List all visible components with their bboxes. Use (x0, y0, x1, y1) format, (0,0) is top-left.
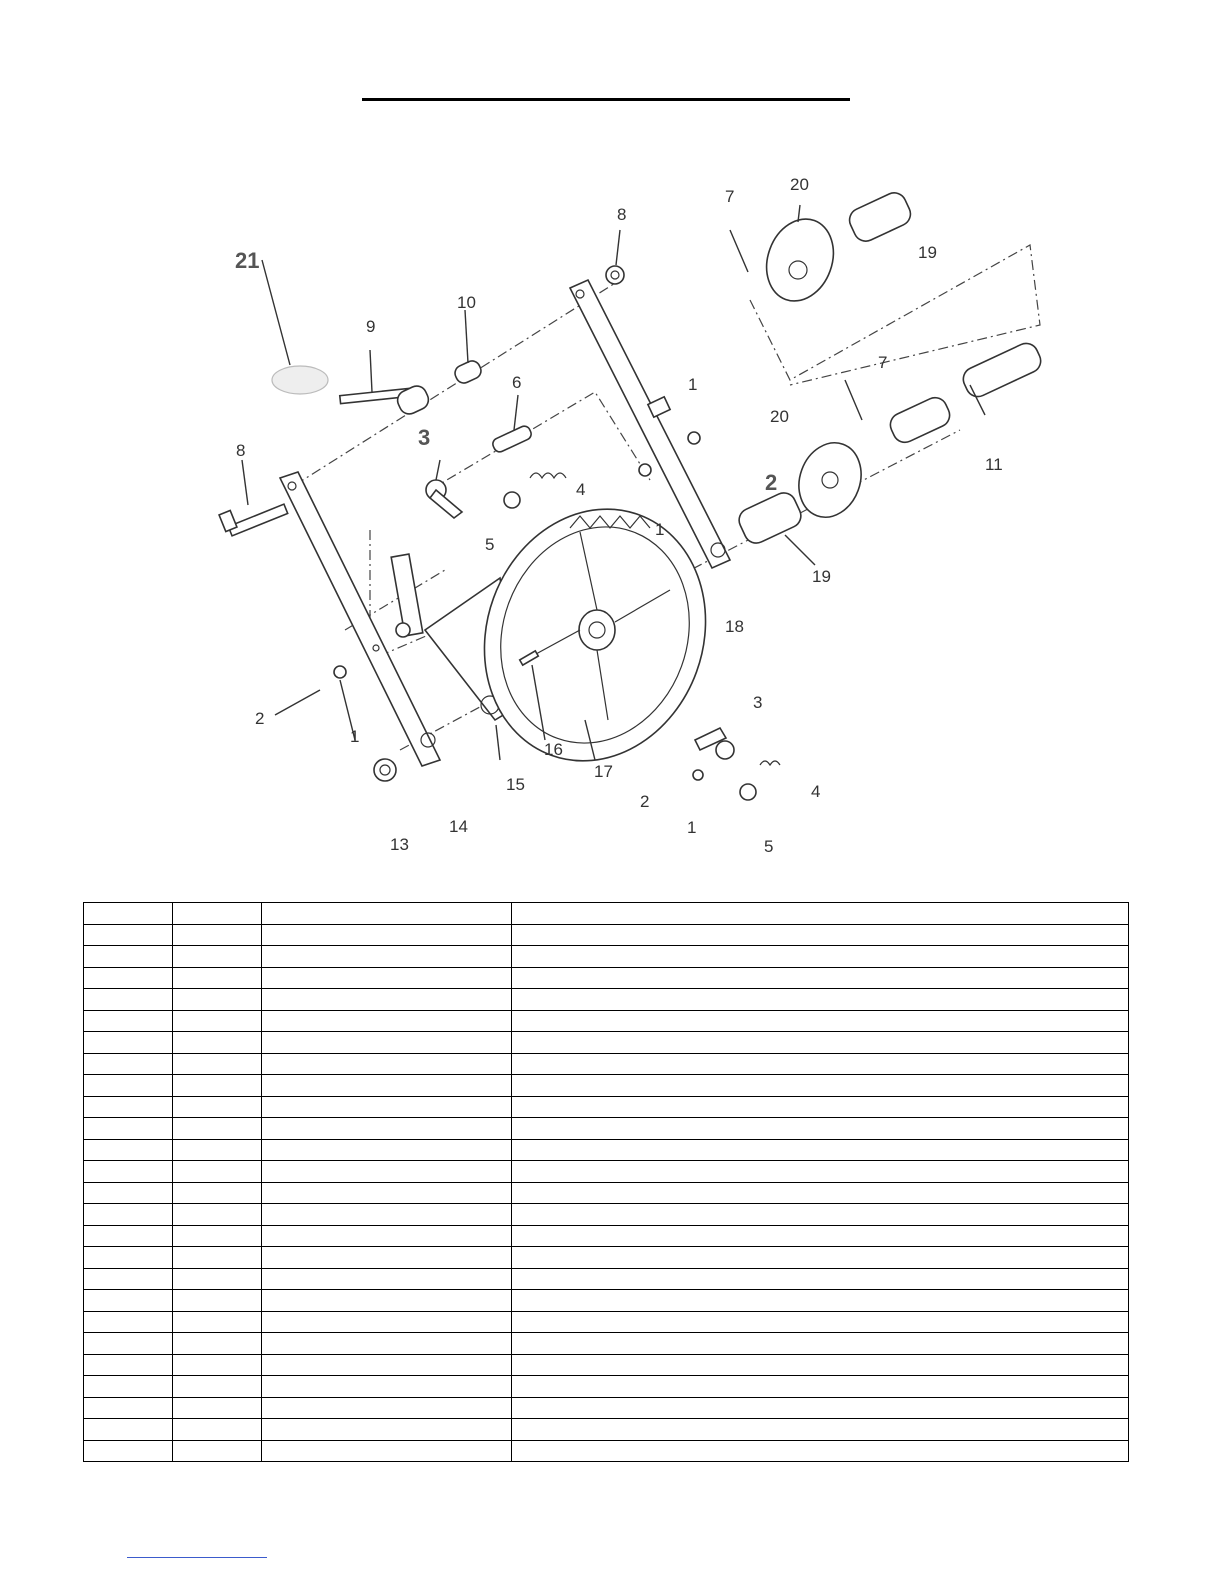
table-cell (512, 989, 1129, 1011)
table-row (84, 1268, 1129, 1290)
callout-label: 2 (640, 792, 650, 811)
leader-line (514, 395, 518, 430)
table-cell (173, 1225, 262, 1247)
leader-line (436, 460, 440, 480)
table-cell (262, 946, 512, 968)
table-cell (173, 1075, 262, 1097)
table-cell (262, 1311, 512, 1333)
table-row (84, 1096, 1129, 1118)
callout-label: 16 (544, 740, 563, 759)
table-row (84, 1225, 1129, 1247)
table-row (84, 1397, 1129, 1419)
clip-part (639, 464, 651, 476)
table-cell (262, 1440, 512, 1462)
table-cell (262, 1247, 512, 1269)
parts-diagram-svg (200, 160, 1060, 860)
table-cell (173, 1096, 262, 1118)
table-cell (173, 1247, 262, 1269)
table-cell (262, 1139, 512, 1161)
sleeve-19-part (735, 489, 805, 547)
table-cell (262, 1290, 512, 1312)
table-cell (84, 1376, 173, 1398)
table-cell (84, 1139, 173, 1161)
leader-line (242, 460, 248, 505)
pin-part (491, 424, 533, 454)
table-cell (262, 1096, 512, 1118)
table-cell (84, 1311, 173, 1333)
table-cell (173, 1354, 262, 1376)
callout-label: 6 (512, 373, 522, 392)
table-cell (262, 1397, 512, 1419)
table-cell (173, 989, 262, 1011)
table-cell (262, 903, 512, 925)
callout-label: 20 (790, 175, 809, 194)
table-cell (173, 1010, 262, 1032)
table-cell (173, 1376, 262, 1398)
bolt-part (228, 504, 287, 536)
table-cell (512, 1440, 1129, 1462)
table-cell (84, 967, 173, 989)
table-cell (262, 1204, 512, 1226)
table-cell (173, 1139, 262, 1161)
table-cell (84, 1204, 173, 1226)
table-cell (262, 1161, 512, 1183)
washer-lower-part (740, 784, 756, 800)
wheel-hub (579, 610, 615, 650)
table-cell (262, 967, 512, 989)
table-cell (262, 1182, 512, 1204)
table-cell (512, 1204, 1129, 1226)
table-row (84, 1161, 1129, 1183)
table-cell (512, 1397, 1129, 1419)
clip-lower-part (693, 770, 703, 780)
pin-7-part (845, 380, 862, 420)
table-row (84, 1139, 1129, 1161)
callout-label: 14 (449, 817, 468, 836)
callout-label: 5 (764, 837, 774, 856)
table-row (84, 1333, 1129, 1355)
table-row (84, 989, 1129, 1011)
exploded-parts-diagram (200, 160, 1060, 860)
table-row (84, 1311, 1129, 1333)
callout-label: 7 (878, 353, 888, 372)
clip-left-part (334, 666, 346, 678)
table-row (84, 1376, 1129, 1398)
cam-lever-arm (430, 490, 462, 518)
parts-list-body (84, 903, 1129, 1462)
table-cell (173, 1333, 262, 1355)
table-cell (84, 1397, 173, 1419)
pin-7-part (730, 230, 748, 272)
table-cell (512, 1182, 1129, 1204)
table-cell (262, 1032, 512, 1054)
table-cell (512, 1118, 1129, 1140)
table-cell (84, 1053, 173, 1075)
table-cell (84, 1010, 173, 1032)
table-cell (512, 1376, 1129, 1398)
table-cell (173, 903, 262, 925)
table-row (84, 1053, 1129, 1075)
table-cell (512, 903, 1129, 925)
callout-label: 11 (985, 455, 1003, 474)
table-row (84, 1440, 1129, 1462)
table-cell (262, 1354, 512, 1376)
callout-label: 3 (418, 425, 431, 450)
table-cell (262, 1376, 512, 1398)
table-cell (262, 1419, 512, 1441)
callout-label: 4 (811, 782, 821, 801)
leader-line (616, 230, 620, 265)
table-cell (173, 924, 262, 946)
table-cell (84, 903, 173, 925)
leader-line (262, 260, 290, 365)
callout-label: 8 (236, 441, 246, 460)
table-cell (512, 1053, 1129, 1075)
table-cell (173, 1032, 262, 1054)
callout-label: 18 (725, 617, 744, 636)
table-row (84, 1419, 1129, 1441)
table-cell (262, 1010, 512, 1032)
title-rule (362, 98, 850, 101)
callout-label: 21 (235, 248, 260, 273)
table-row (84, 1290, 1129, 1312)
cam-20-upper-part (756, 210, 845, 311)
callout-label: 4 (576, 480, 586, 499)
washer-part (504, 492, 520, 508)
table-cell (173, 1182, 262, 1204)
table-cell (173, 946, 262, 968)
table-cell (84, 1096, 173, 1118)
callout-label: 19 (918, 243, 937, 262)
table-cell (173, 1419, 262, 1441)
table-cell (84, 1268, 173, 1290)
callout-label: 3 (753, 693, 763, 712)
callout-label: 1 (687, 818, 697, 837)
table-row (84, 1032, 1129, 1054)
sleeve-19-upper-part (846, 189, 915, 245)
table-cell (84, 1182, 173, 1204)
table-cell (262, 1053, 512, 1075)
table-row (84, 924, 1129, 946)
table-cell (262, 1268, 512, 1290)
callout-label: 1 (688, 375, 698, 394)
table-cell (173, 1118, 262, 1140)
cam-lever-lower-hub (716, 741, 734, 759)
callout-label: 19 (812, 567, 831, 586)
table-row (84, 1182, 1129, 1204)
leader-line (465, 310, 468, 363)
table-cell (512, 1268, 1129, 1290)
callout-label: 5 (485, 535, 495, 554)
table-cell (512, 1419, 1129, 1441)
table-cell (84, 1075, 173, 1097)
table-cell (262, 1225, 512, 1247)
table-cell (512, 924, 1129, 946)
table-cell (84, 1440, 173, 1462)
washer-13-part (374, 759, 396, 781)
table-cell (512, 1311, 1129, 1333)
table-row (84, 946, 1129, 968)
table-cell (84, 1247, 173, 1269)
table-cell (173, 1290, 262, 1312)
table-cell (512, 1225, 1129, 1247)
leader-line (496, 725, 500, 760)
table-cell (512, 1247, 1129, 1269)
callout-label: 15 (506, 775, 525, 794)
table-cell (84, 1161, 173, 1183)
table-cell (173, 1440, 262, 1462)
table-row (84, 1118, 1129, 1140)
leader-line (275, 690, 320, 715)
spring-coil-part (396, 623, 410, 637)
callout-label: 1 (350, 727, 360, 746)
table-cell (512, 1010, 1129, 1032)
table-cell (262, 924, 512, 946)
callout-label: 9 (366, 317, 376, 336)
callout-label: 20 (770, 407, 789, 426)
table-cell (84, 1118, 173, 1140)
table-cell (84, 989, 173, 1011)
table-cell (84, 1225, 173, 1247)
callout-label: 10 (457, 293, 476, 312)
clip-part (688, 432, 700, 444)
table-row (84, 1010, 1129, 1032)
callout-label: 2 (765, 470, 778, 495)
table-cell (84, 1032, 173, 1054)
table-cell (84, 946, 173, 968)
table-row (84, 967, 1129, 989)
table-cell (512, 1096, 1129, 1118)
table-cell (512, 967, 1129, 989)
table-row (84, 1204, 1129, 1226)
table-cell (512, 1333, 1129, 1355)
table-cell (262, 1075, 512, 1097)
table-cell (173, 1161, 262, 1183)
table-row (84, 1247, 1129, 1269)
sleeve-part (394, 383, 431, 417)
table-cell (84, 1290, 173, 1312)
table-cell (512, 1161, 1129, 1183)
table-cell (173, 1053, 262, 1075)
callout-label: 8 (617, 205, 627, 224)
table-row (84, 1075, 1129, 1097)
callout-label: 1 (655, 520, 665, 539)
leader-line (785, 535, 815, 565)
table-cell (512, 1075, 1129, 1097)
faded-part-21 (272, 366, 328, 394)
leader-line (370, 350, 372, 392)
table-row (84, 1354, 1129, 1376)
table-cell (262, 989, 512, 1011)
bolt-head-part (219, 510, 237, 531)
callout-label: 17 (594, 762, 613, 781)
table-row (84, 903, 1129, 925)
table-cell (512, 1354, 1129, 1376)
nut-part (606, 266, 624, 284)
table-cell (512, 1032, 1129, 1054)
parts-list-table (83, 902, 1129, 1462)
spring-part (530, 473, 566, 478)
table-cell (173, 1204, 262, 1226)
callout-label: 13 (390, 835, 409, 854)
table-cell (84, 1354, 173, 1376)
table-cell (173, 967, 262, 989)
table-cell (262, 1118, 512, 1140)
callout-label: 2 (255, 709, 265, 728)
table-cell (173, 1311, 262, 1333)
table-cell (512, 1290, 1129, 1312)
table-cell (173, 1268, 262, 1290)
footer-link-underline[interactable] (127, 1557, 267, 1558)
table-cell (84, 1419, 173, 1441)
table-cell (173, 1397, 262, 1419)
table-cell (84, 924, 173, 946)
table-cell (512, 1139, 1129, 1161)
table-cell (262, 1333, 512, 1355)
callout-label: 7 (725, 187, 735, 206)
tube-11-part (959, 340, 1044, 401)
spring-lower-part (760, 761, 780, 765)
table-cell (84, 1333, 173, 1355)
table-cell (512, 946, 1129, 968)
